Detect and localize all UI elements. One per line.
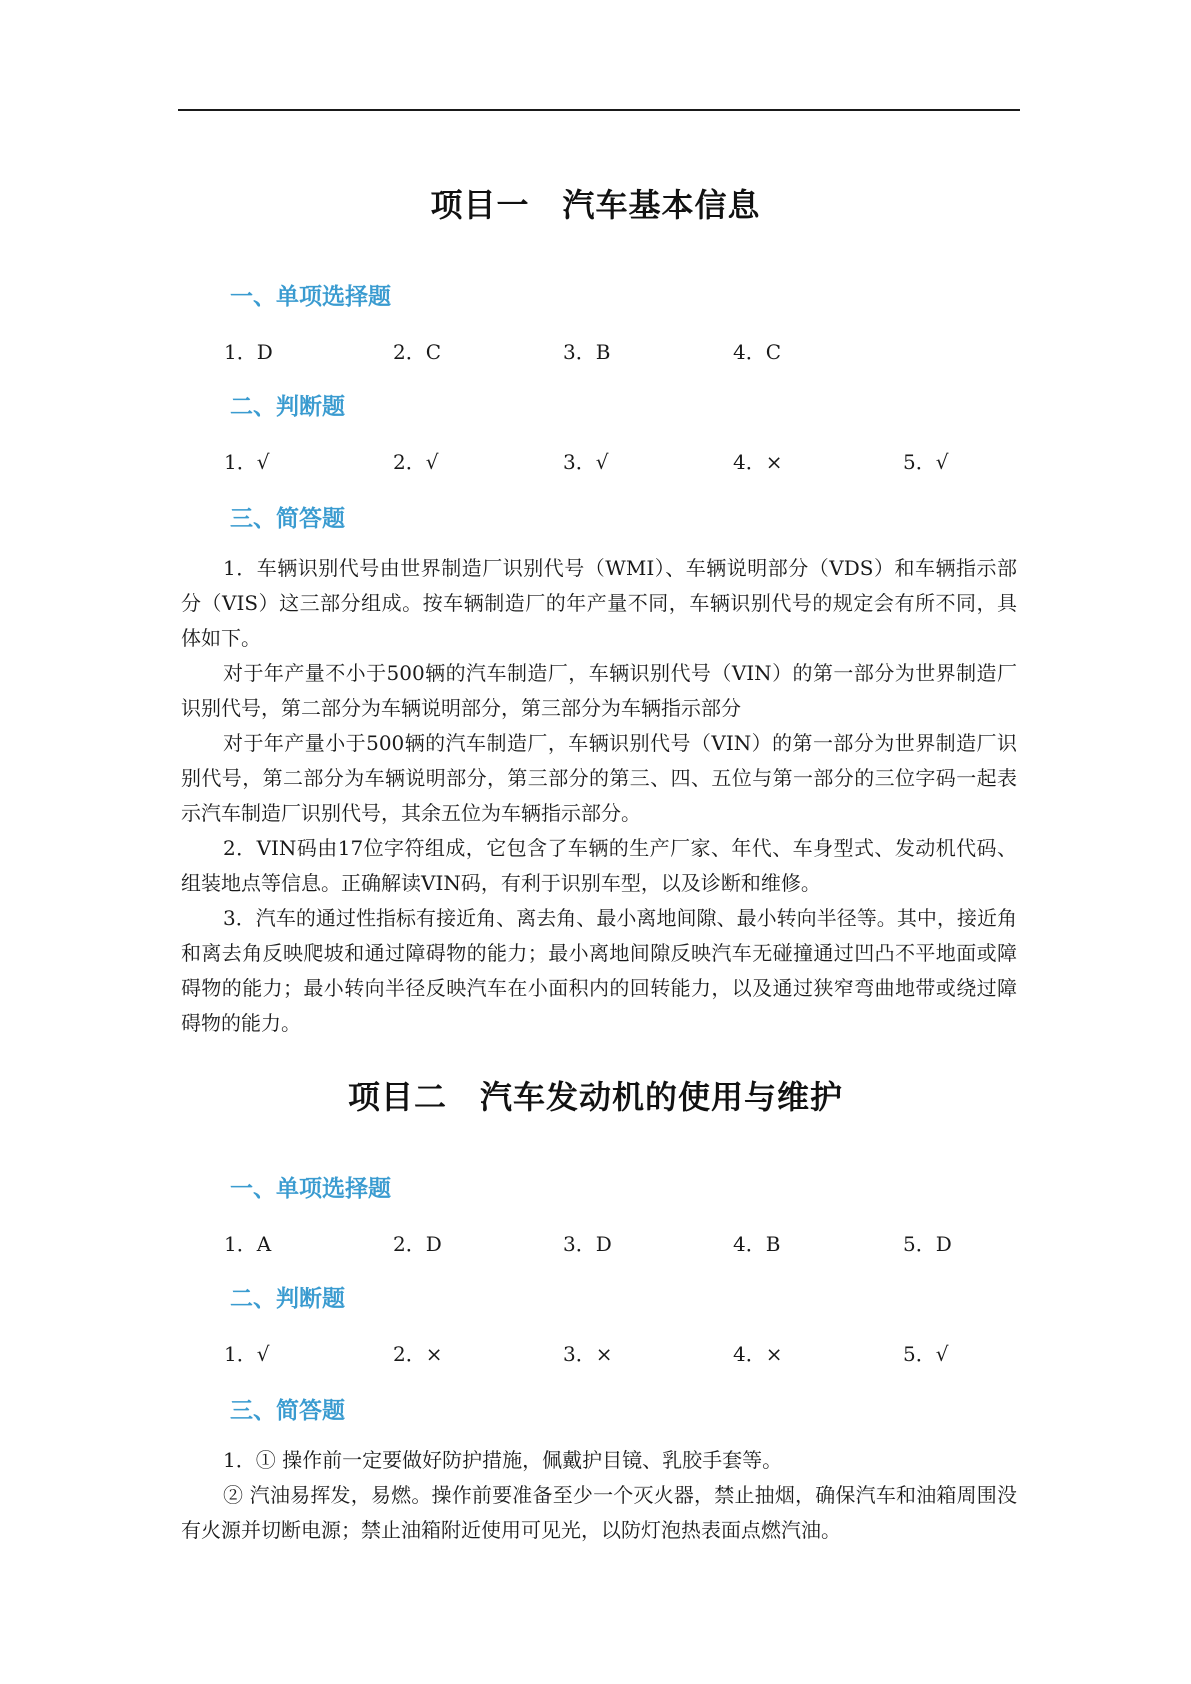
project2-title: 项目二 汽车发动机的使用与维护 xyxy=(347,1078,843,1116)
answer-paragraph: 2．VIN码由17位字符组成，它包含了车辆的生产厂家、年代、车身型式、发动机代码、组装地点等信息。正确解读VIN码，有利于识别车型，以及诊断和维修。 xyxy=(181,836,1017,895)
answer-item: 5．√ xyxy=(903,1342,949,1366)
answer-paragraph: 1．① 操作前一定要做好防护措施，佩戴护目镜、乳胶手套等。 xyxy=(223,1448,783,1472)
answer-item: 2．× xyxy=(393,1342,443,1366)
answer-item: 3．B xyxy=(563,340,611,364)
answer-item: 3．D xyxy=(563,1232,612,1256)
answer-item: 1．A xyxy=(224,1232,272,1256)
answer-item: 3．× xyxy=(563,1342,613,1366)
answer-item: 4．B xyxy=(733,1232,781,1256)
answer-item: 1．√ xyxy=(224,1342,270,1366)
answer-item: 5．√ xyxy=(903,450,949,474)
answer-item: 4．× xyxy=(733,450,783,474)
answer-paragraph: 对于年产量小于500辆的汽车制造厂，车辆识别代号（VIN）的第一部分为世界制造厂识别代号，第二部分为车辆说明部分，第三部分的第三、四、五位与第一部分的三位字码一起表示汽车制造厂识别代号，其余五位为车辆指示部分。 xyxy=(181,731,1017,825)
answer-item: 3．√ xyxy=(563,450,609,474)
answer-paragraph: 3．汽车的通过性指标有接近角、离去角、最小离地间隙、最小转向半径等。其中，接近角和离去角反映爬坡和通过障碍物的能力；最小离地间隙反映汽车无碰撞通过凹凸不平地面或障碍物的能力；最小转向半径反映汽车在小面积内的回转能力，以及通过狭窄弯曲地带或绕过障碍物的能力。 xyxy=(181,906,1017,1035)
answer-item: 4．× xyxy=(733,1342,783,1366)
project2-section1-heading: 一、单项选择题 xyxy=(230,1176,391,1202)
answer-paragraph: ② 汽油易挥发，易燃。操作前要准备至少一个灭火器，禁止抽烟，确保汽车和油箱周围没有火源并切断电源；禁止油箱附近使用可见光，以防灯泡热表面点燃汽油。 xyxy=(181,1483,1017,1542)
answer-item: 1．√ xyxy=(224,450,270,474)
answer-item: 2．D xyxy=(393,1232,442,1256)
project2-section3-heading: 三、简答题 xyxy=(230,1398,345,1424)
project1-section2-heading: 二、判断题 xyxy=(230,394,345,420)
project1-section1-heading: 一、单项选择题 xyxy=(230,284,391,310)
project1-section3-heading: 三、简答题 xyxy=(230,506,345,532)
answer-paragraph: 1．车辆识别代号由世界制造厂识别代号（WMI）、车辆说明部分（VDS）和车辆指示部分（VIS）这三部分组成。按车辆制造厂的年产量不同，车辆识别代号的规定会有所不同，具体如下。 xyxy=(181,556,1017,650)
project2-section2-heading: 二、判断题 xyxy=(230,1286,345,1312)
answer-item: 5．D xyxy=(903,1232,952,1256)
answer-item: 2．√ xyxy=(393,450,439,474)
answer-item: 1．D xyxy=(224,340,273,364)
header-rule xyxy=(178,109,1020,111)
answer-paragraph: 对于年产量不小于500辆的汽车制造厂，车辆识别代号（VIN）的第一部分为世界制造厂识别代号，第二部分为车辆说明部分，第三部分为车辆指示部分 xyxy=(181,661,1017,720)
answer-item: 2．C xyxy=(393,340,442,364)
project1-title: 项目一 汽车基本信息 xyxy=(430,186,761,224)
answer-item: 4．C xyxy=(733,340,782,364)
